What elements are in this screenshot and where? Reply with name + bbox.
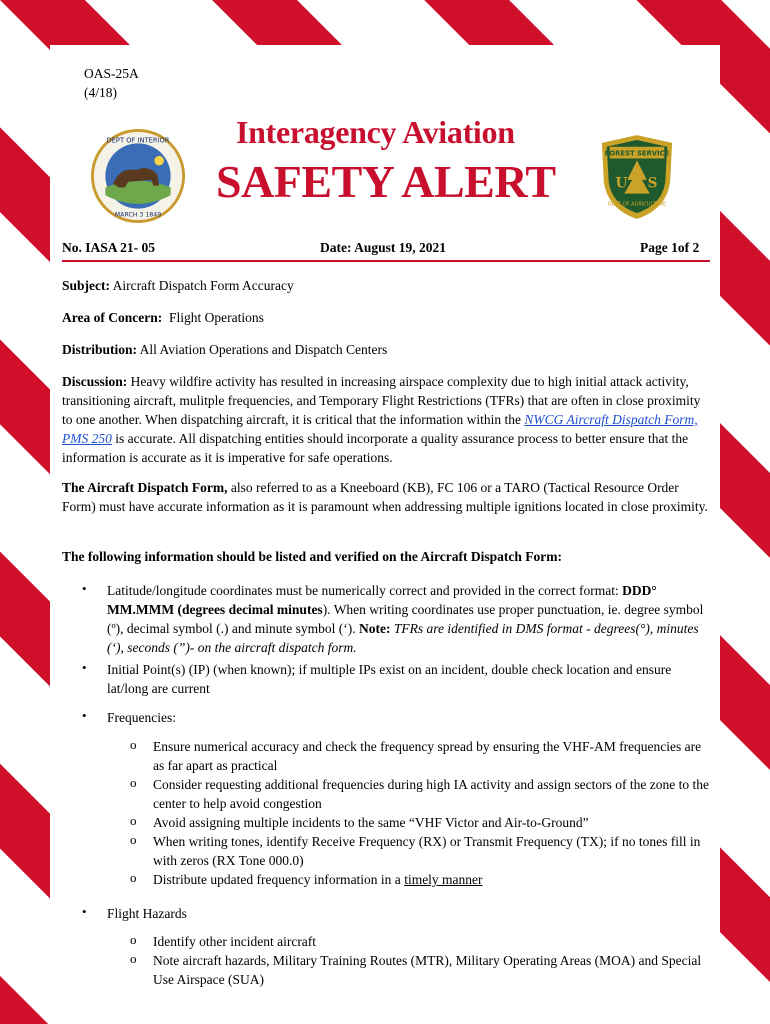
discussion-text-1: Heavy wildfire activity has resulted in increasing airspace complexity due to high initial attack activity, transitioning aircraft, mulitple frequencies, and Temporary Flight Restrictions (TFRs) that are often in close proximity to one another. When dispatching aircraft, it is critical that the information within the: [62, 374, 701, 427]
discussion-paragraph: [62, 372, 710, 467]
sub-bullet-marker: o: [130, 832, 137, 847]
freq-item: When writing tones, identify Receive Frequency (RX) or Transmit Frequency (TX); if no tones fill in with zeros (RX Tone 000.0): [153, 834, 701, 868]
freq-item: Avoid assigning multiple incidents to the same “VHF Victor and Air-to-Ground”: [153, 815, 589, 830]
freq-item-last: [153, 870, 710, 889]
form-id: [84, 64, 139, 102]
area-value: Flight Operations: [168, 310, 264, 325]
subject-line: [62, 276, 710, 295]
sub-bullet-marker: o: [130, 932, 137, 947]
discussion-text-2: is accurate. All dispatching entities should incorporate a quality assurance process to better ensure that the information is accurate as it is imperative for safe operations.: [62, 431, 689, 465]
form-lead: The Aircraft Dispatch Form,: [62, 480, 228, 495]
form-revision: (4/18): [84, 85, 117, 100]
svg-text:DEPT OF AGRICULTURE: DEPT OF AGRICULTURE: [607, 201, 667, 208]
form-paragraph: [62, 478, 710, 516]
coords-note-text: TFRs are identified in DMS format - degrees(°), minutes (‘), seconds (”)- on the aircraft dispatch form.: [107, 621, 699, 655]
hazards-bullet: Flight Hazards: [107, 906, 187, 921]
coords-format: DDD° MM.MMM (degrees decimal minutes: [107, 583, 657, 617]
alert-number: No. IASA 21- 05: [62, 240, 156, 255]
svg-text:DEPT OF INTERIOR: DEPT OF INTERIOR: [106, 136, 170, 145]
hazard-item: Note aircraft hazards, Military Training Routes (MTR), Military Operating Areas (MOA) and Special Use Airspace (SUA): [153, 953, 702, 987]
hazard-item: Identify other incident aircraft: [153, 934, 317, 949]
frequencies-bullet: Frequencies:: [107, 710, 176, 725]
form-number: OAS-25A: [84, 66, 139, 81]
list-heading: The following information should be listed and verified on the Aircraft Dispatch Form:: [62, 549, 563, 564]
header-title-line1: Interagency Aviation: [236, 114, 515, 150]
bullet-marker: •: [82, 708, 87, 723]
header-divider: [62, 260, 710, 262]
svg-text:MARCH 3 1849: MARCH 3 1849: [114, 211, 162, 219]
freq-item: Ensure numerical accuracy and check the frequency spread by ensuring the VHF-AM frequencies are as far apart as practical: [153, 739, 702, 773]
subject-value: Aircraft Dispatch Form Accuracy: [112, 278, 294, 293]
coords-bullet: [107, 581, 710, 657]
timely-manner-text: timely manner: [404, 872, 483, 887]
svg-text:S: S: [647, 175, 658, 192]
dispatch-form-link[interactable]: NWCG Aircraft Dispatch Form, PMS 250: [62, 412, 698, 446]
sub-bullet-marker: o: [130, 951, 137, 966]
page-number: Page 1of 2: [640, 240, 700, 255]
discussion-label: Discussion:: [62, 374, 128, 389]
area-line: [62, 308, 710, 327]
alert-date: Date: August 19, 2021: [320, 240, 447, 255]
bullet-marker: •: [82, 581, 87, 596]
distribution-label: Distribution:: [62, 342, 138, 357]
subject-label: Subject:: [62, 278, 110, 293]
coords-text-2: ). When writing coordinates use proper punctuation, ie. degree symbol (º), decimal symbol (.) and minute symbol (‘).: [107, 602, 704, 636]
department-of-the-interior-seal: [90, 128, 186, 224]
svg-text:FOREST SERVICE: FOREST SERVICE: [604, 149, 670, 158]
sub-bullet-marker: o: [130, 870, 137, 885]
form-text: also referred to as a Kneeboard (KB), FC 106 or a TARO (Tactical Resource Order Form) must have accurate information as it is paramount when addressing multiple ignitions located in close proximity.: [62, 480, 708, 514]
sub-bullet-marker: o: [130, 813, 137, 828]
svg-text:U: U: [615, 175, 628, 192]
area-label: Area of Concern:: [62, 310, 163, 325]
coords-text-1: Latitude/longitude coordinates must be numerically correct and provided in the correct format:: [107, 583, 623, 598]
freq-item: Consider requesting additional frequencies during high IA activity and assign sectors of the zone to the center to help avoid congestion: [153, 777, 709, 811]
distribution-value: All Aviation Operations and Dispatch Centers: [139, 342, 388, 357]
bullet-marker: •: [82, 660, 87, 675]
freq-item-text: Distribute updated frequency information in a: [153, 872, 405, 887]
ip-bullet: Initial Point(s) (IP) (when known); if multiple IPs exist on an incident, double check location and ensure lat/long are current: [107, 662, 672, 696]
header-title-line2: SAFETY ALERT: [216, 156, 556, 207]
sub-bullet-marker: o: [130, 775, 137, 790]
sub-bullet-marker: o: [130, 737, 137, 752]
distribution-line: [62, 340, 710, 359]
bullet-marker: •: [82, 904, 87, 919]
coords-note-label: Note:: [359, 621, 391, 636]
forest-service-shield: [598, 133, 676, 221]
